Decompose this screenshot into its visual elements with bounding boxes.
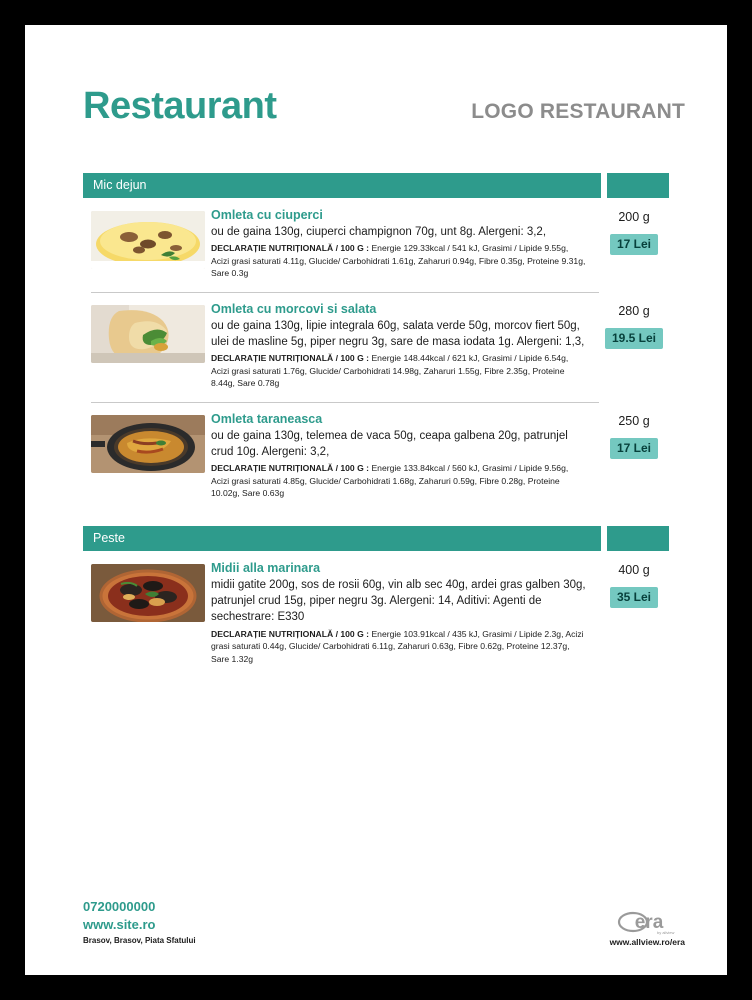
menu-item — [83, 198, 669, 292]
section-header-accent — [607, 526, 669, 551]
section-header — [83, 173, 669, 198]
svg-text:by allview: by allview — [657, 930, 675, 935]
menu-list — [61, 173, 691, 677]
menu-item — [83, 292, 669, 402]
omelette-mushrooms-image — [91, 211, 205, 269]
wrap-salad-image — [91, 305, 205, 363]
contact-block — [83, 898, 196, 947]
dish-price: 35 Lei — [610, 587, 658, 608]
dish-price: 17 Lei — [610, 234, 658, 255]
dish-image-cell — [83, 208, 211, 292]
brand-url[interactable]: www.allview.ro/era — [609, 937, 685, 947]
dish-description: ou de gaina 130g, telemea de vaca 50g, ceapa galbena 20g, patrunjel crud 10g. Alergeni: 3,2, — [211, 429, 568, 459]
dish-name: Midii alla marinara — [211, 560, 321, 575]
section-header-accent — [607, 173, 669, 198]
dish-nutrition — [211, 462, 587, 499]
address: Brasov, Brasov, Piata Sfatului — [83, 936, 196, 946]
dish-nutrition — [211, 628, 587, 665]
nutrition-label: DECLARAȚIE NUTRIȚIONALĂ / 100 G : — [211, 243, 370, 254]
nutrition-values: Energie 133.84kcal / 560 kJ, Grasimi / Lipide 9.56g, Acizi grasi saturati 4.85g, Glucide/ Carbohidrati 1.68g, Zaharuri 0.59g, Fibre 0.28g, Proteine 10.02g, Sare 0.63g — [211, 463, 569, 499]
dish-meta-cell — [599, 412, 669, 512]
dish-text-cell — [211, 208, 599, 292]
nutrition-values: Energie 129.33kcal / 541 kJ, Grasimi / Lipide 9.55g, Acizi grasi saturati 4.11g, Glucide/ Carbohidrati 1.61g, Zaharuri 0.94g, Fibre 0.35g, Proteine 9.31g, Sare 0.3g — [211, 243, 586, 279]
era-logo-icon — [613, 909, 685, 935]
page-title: Restaurant — [83, 85, 277, 127]
svg-text:era: era — [634, 912, 664, 933]
dish-price: 17 Lei — [610, 438, 658, 459]
dish-description: midii gatite 200g, sos de rosii 60g, vin alb sec 40g, ardei gras galben 30g, patrunjel crud 15g, piper negru 3g. Alergeni: 14, Aditivi: Agenti de sechestrare: E330 — [211, 578, 586, 624]
dish-meta-cell — [599, 302, 669, 402]
dish-image-cell — [83, 412, 211, 512]
nutrition-label: DECLARAȚIE NUTRIȚIONALĂ / 100 G : — [211, 353, 370, 364]
nutrition-label: DECLARAȚIE NUTRIȚIONALĂ / 100 G : — [211, 628, 370, 639]
website-link[interactable]: www.site.ro — [83, 916, 156, 932]
phone-number: 0720000000 — [83, 899, 156, 915]
dish-image-cell — [83, 561, 211, 677]
dish-quantity: 250 g — [618, 413, 650, 428]
nutrition-values: Energie 148.44kcal / 621 kJ, Grasimi / Lipide 6.54g, Acizi grasi saturati 1.76g, Glucide/ Carbohidrati 14.98g, Zaharuri 1.55g, Fibre 2.35g, Proteine 8.44g, Sare 0.78g — [211, 353, 569, 389]
dish-quantity: 200 g — [618, 210, 650, 224]
mussels-bowl-image — [91, 564, 205, 622]
brand-block — [610, 909, 685, 947]
menu-item — [83, 551, 669, 677]
section-title: Peste — [83, 526, 601, 551]
dish-quantity: 280 g — [618, 303, 650, 318]
dish-name: Omleta cu ciuperci — [211, 208, 323, 222]
section-header — [83, 526, 669, 551]
page-footer — [61, 898, 691, 947]
dish-text-cell — [211, 561, 599, 677]
dish-text-cell — [211, 302, 599, 402]
nutrition-values: Energie 103.91kcal / 435 kJ, Grasimi / Lipide 2.3g, Acizi grasi saturati 0.44g, Glucide/ Carbohidrati 6.11g, Zaharuri 0.63g, Fibre 0.62g, Proteine 12.37g, Sare 1.32g — [211, 628, 584, 664]
dish-name: Omleta taraneasca — [211, 411, 323, 426]
dish-meta-cell — [599, 561, 669, 677]
dish-quantity: 400 g — [618, 562, 650, 577]
page-header — [61, 55, 691, 125]
menu-item — [83, 402, 669, 512]
omelette-pan-image — [91, 415, 205, 473]
menu-page — [25, 25, 727, 975]
dish-price: 19.5 Lei — [605, 328, 663, 349]
nutrition-label: DECLARAȚIE NUTRIȚIONALĂ / 100 G : — [211, 463, 370, 474]
dish-description: ou de gaina 130g, ciuperci champignon 70g, unt 8g. Alergeni: 3,2, — [211, 226, 547, 238]
dish-meta-cell — [599, 208, 669, 292]
dish-text-cell — [211, 412, 599, 512]
dish-image-cell — [83, 302, 211, 402]
dish-description: ou de gaina 130g, lipie integrala 60g, salata verde 50g, morcov fiert 50g, ulei de masline 5g, piper negru 3g, sare de masa iodata 1g. Alergeni: 1,3, — [211, 319, 585, 349]
restaurant-logo-text: LOGO RESTAURANT — [471, 100, 685, 123]
dish-name: Omleta cu morcovi si salata — [211, 301, 377, 316]
dish-nutrition — [211, 242, 587, 279]
dish-nutrition — [211, 352, 587, 389]
section-title: Mic dejun — [83, 173, 601, 198]
